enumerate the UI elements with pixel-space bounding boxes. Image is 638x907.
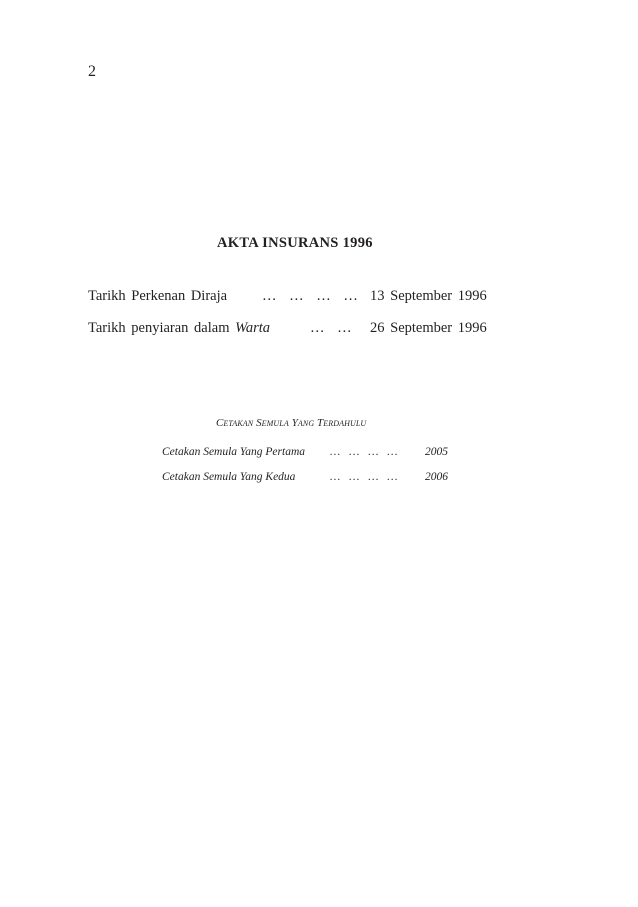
royal-assent-row	[88, 287, 508, 305]
reprint-first-label: Cetakan Semula Yang Pertama	[162, 446, 305, 458]
reprint-row-second	[162, 470, 462, 484]
gazette-name: Warta	[235, 320, 271, 336]
previous-reprints-heading: Cetakan Semula Yang Terdahulu	[216, 417, 367, 429]
document-title: AKTA INSURANS 1996	[217, 235, 373, 251]
reprint-first-leader-dots: … … … …	[330, 446, 398, 458]
reprint-row-first	[162, 445, 462, 459]
gazette-publication-date: 26 September 1996	[370, 320, 487, 336]
reprint-second-label: Cetakan Semula Yang Kedua	[162, 471, 296, 483]
reprint-second-year: 2006	[425, 471, 448, 483]
gazette-publication-label	[88, 319, 270, 337]
gazette-publication-leader-dots: … …	[310, 320, 352, 336]
page-number: 2	[88, 63, 96, 80]
gazette-publication-label-prefix: Tarikh penyiaran dalam	[88, 320, 230, 336]
royal-assent-label: Tarikh Perkenan Diraja	[88, 288, 228, 304]
royal-assent-leader-dots: … … … …	[262, 288, 358, 304]
reprint-second-leader-dots: … … … …	[330, 471, 398, 483]
gazette-publication-row	[88, 319, 508, 337]
reprint-first-year: 2005	[425, 446, 448, 458]
royal-assent-date: 13 September 1996	[370, 288, 487, 304]
